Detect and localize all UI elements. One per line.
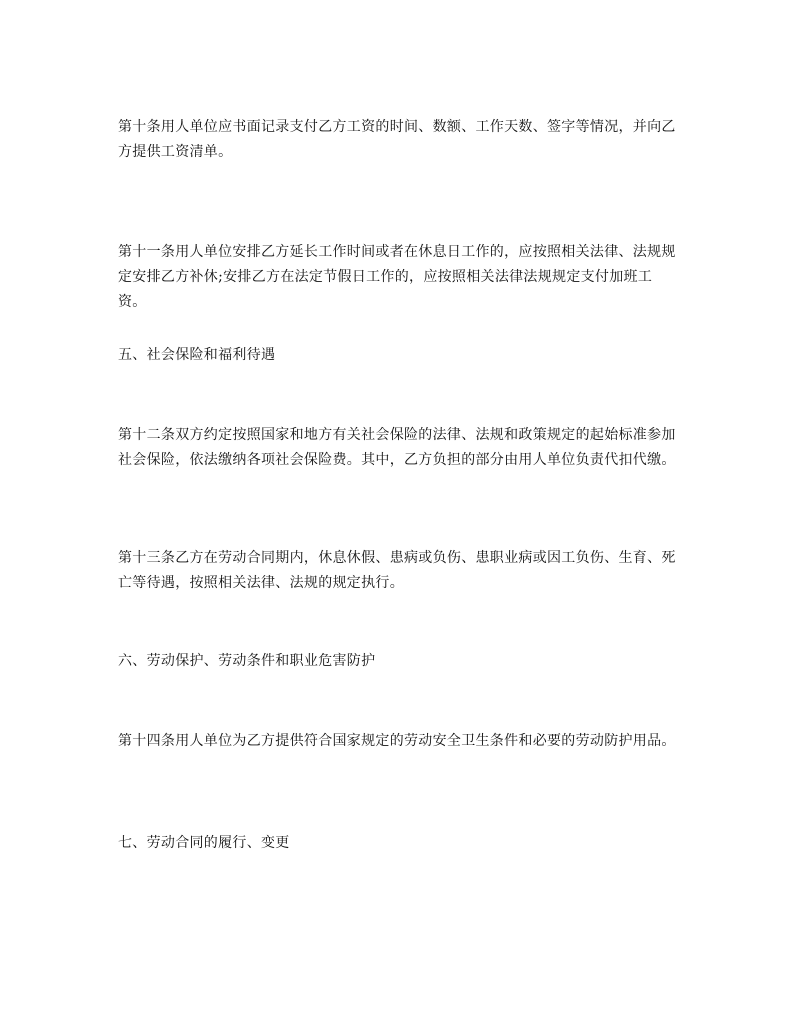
- clause-11-paragraph: 第十一条用人单位安排乙方延长工作时间或者在休息日工作的，应按照相关法律、法规规定安排乙方补休;安排乙方在法定节假日工作的，应按照相关法律法规规定支付加班工资。: [118, 244, 676, 310]
- clause-13-paragraph: 第十三条乙方在劳动合同期内，休息休假、患病或负伤、患职业病或因工负伤、生育、死亡等待遇，按照相关法律、法规的规定执行。: [118, 550, 676, 591]
- clause-14-paragraph: 第十四条用人单位为乙方提供符合国家规定的劳动安全卫生条件和必要的劳动防护用品。: [118, 733, 676, 749]
- clause-12-paragraph: 第十二条双方约定按照国家和地方有关社会保险的法律、法规和政策规定的起始标准参加社会保险，依法缴纳各项社会保险费。其中，乙方负担的部分由用人单位负责代扣代缴。: [118, 427, 676, 468]
- clause-10-paragraph: 第十条用人单位应书面记录支付乙方工资的时间、数额、工作天数、签字等情况，并向乙方提供工资清单。: [118, 119, 676, 160]
- section-5-heading: 五、社会保险和福利待遇: [118, 347, 276, 363]
- section-7-heading: 七、劳动合同的履行、变更: [118, 835, 290, 851]
- section-6-heading: 六、劳动保护、劳动条件和职业危害防护: [118, 653, 376, 669]
